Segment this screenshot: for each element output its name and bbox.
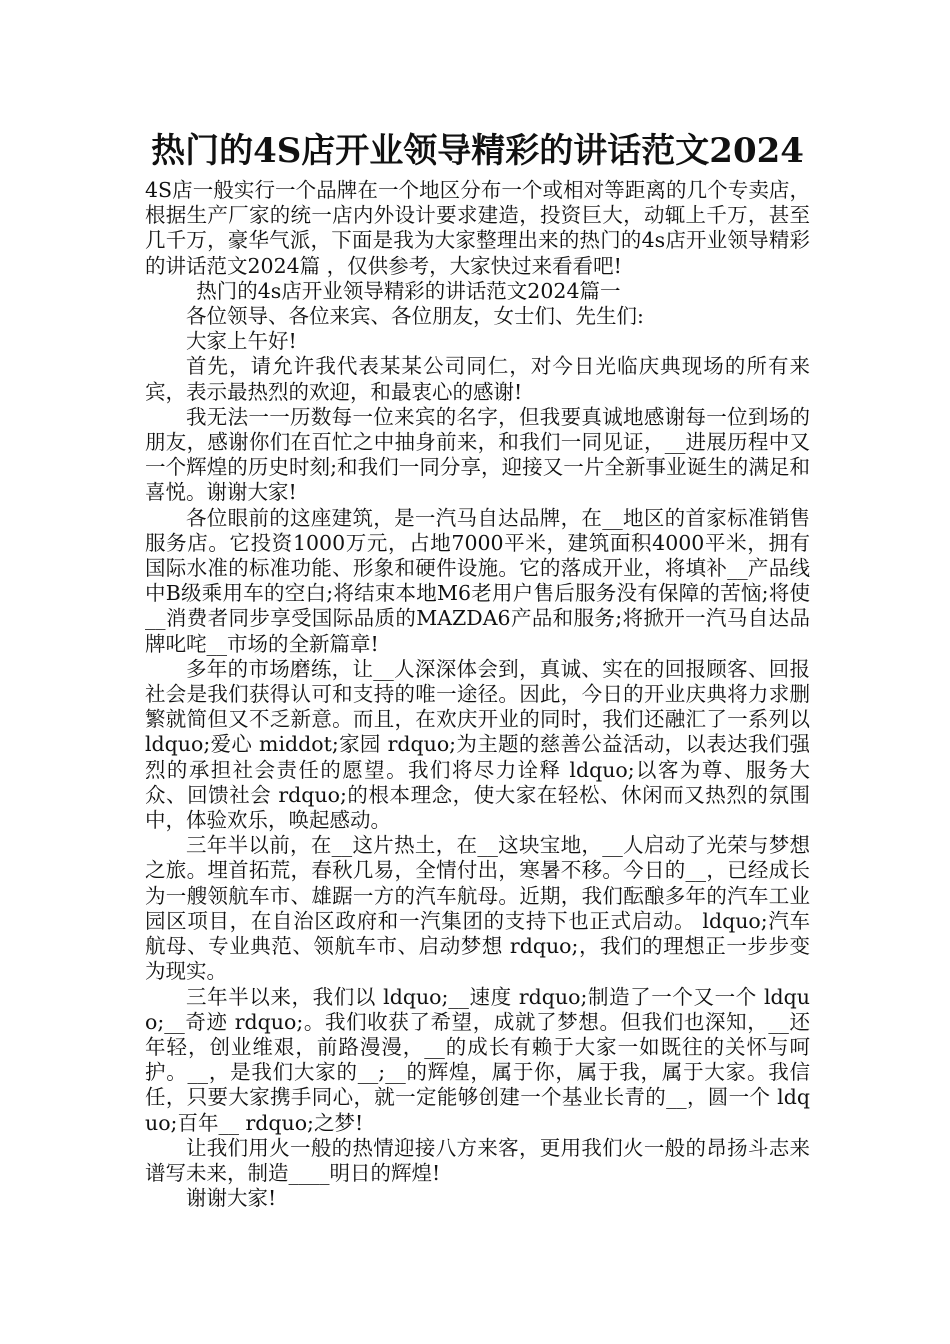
- document-page: [145, 128, 810, 1211]
- body-paragraph: 我无法一一历数每一位来宾的名字，但我要真诚地感谢每一位到场的朋友，感谢你们在百忙之中抽身前来，和我们一同见证，__进展历程中又一个辉煌的历史时刻;和我们一同分享，迎接又一片全新事业诞生的满足和喜悦。谢谢大家!: [145, 404, 810, 505]
- body-paragraph: 三年半以来，我们以 ldquo;__速度 rdquo;制造了一个又一个 ldquo;__奇迹 rdquo;。我们收获了希望，成就了梦想。但我们也深知，__还年轻，创业维艰，前路漫漫，__的成长有赖于大家一如既往的关怀与呵护。__，是我们大家的__;__的辉煌，属于你，属于我，属于大家。我信任，只要大家携手同心，就一定能够创建一个基业长青的__，圆一个 ldquo;百年__ rdquo;之梦!: [145, 984, 810, 1135]
- body-paragraph: 让我们用火一般的热情迎接八方来客，更用我们火一般的昂扬斗志来谱写未来，制造____明日的辉煌!: [145, 1135, 810, 1185]
- body-paragraph: 大家上午好!: [186, 329, 297, 354]
- body-paragraph: 多年的市场磨练，让__人深深体会到，真诚、实在的回报顾客、回报社会是我们获得认可和支持的唯一途径。因此，今日的开业庆典将力求删繁就简但又不乏新意。而且，在欢庆开业的同时，我们还融汇了一系列以 ldquo;爱心 middot;家园 rdquo;为主题的慈善公益活动，以表达我们强烈的承担社会责任的愿望。我们将尽力诠释 ldquo;以客为尊、服务大众、回馈社会 rdquo;的根本理念，使大家在轻松、休闲而又热烈的氛围中，体验欢乐，唤起感动。: [145, 656, 810, 833]
- body-paragraph: 谢谢大家!: [186, 1186, 277, 1211]
- body-paragraph: 三年半以前，在__这片热土，在__这块宝地，__人启动了光荣与梦想之旅。埋首拓荒，春秋几易，全情付出，寒暑不移。今日的__，已经成长为一艘领航车市、雄踞一方的汽车航母。近期，我们酝酿多年的汽车工业园区项目，在自治区政府和一汽集团的支持下也正式启动。 ldquo;汽车航母、专业典范、领航车市、启动梦想 rdquo;，我们的理想正一步步变为现实。: [145, 833, 810, 984]
- intro-paragraph: 4S店一般实行一个品牌在一个地区分布一个或相对等距离的几个专卖店，根据生产厂家的统一店内外设计要求建造，投资巨大，动辄上千万，甚至几千万，豪华气派，下面是我为大家整理出来的热门的4s店开业领导精彩的讲话范文2024篇 ，仅供参考，大家快过来看看吧!: [145, 178, 810, 278]
- body-paragraph: 各位眼前的这座建筑，是一汽马自达品牌，在__地区的首家标准销售服务店。它投资1000万元，占地7000平米，建筑面积4000平米，拥有国际水准的标准功能、形象和硬件设施。它的落成开业，将填补__产品线中B级乘用车的空白;将结束本地M6老用户售后服务没有保障的苦恼;将使__消费者同步享受国际品质的MAZDA6产品和服务;将掀开一汽马自达品牌叱咤__市场的全新篇章!: [145, 505, 810, 656]
- section-subheading: 热门的4s店开业领导精彩的讲话范文2024篇一: [196, 278, 621, 303]
- body-paragraph: 首先，请允许我代表某某公司同仁，对今日光临庆典现场的所有来宾，表示最热烈的欢迎，和最衷心的感谢!: [145, 354, 810, 404]
- body-paragraph: 各位领导、各位来宾、各位朋友，女士们、先生们:: [186, 304, 644, 329]
- document-title: 热门的4S店开业领导精彩的讲话范文2024: [151, 131, 804, 171]
